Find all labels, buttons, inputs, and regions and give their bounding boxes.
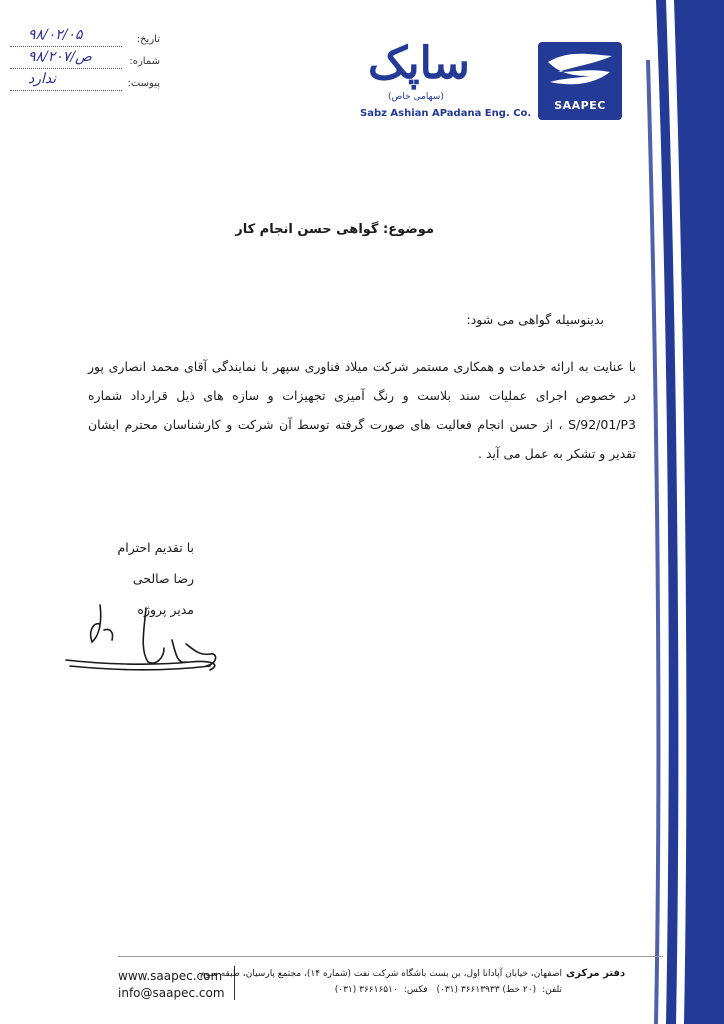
attachment-line xyxy=(10,90,122,91)
company-english-name: Sabz Ashian APadana Eng. Co. xyxy=(360,108,532,119)
handwritten-signature xyxy=(60,600,230,690)
letter-meta xyxy=(10,27,160,96)
closing-phrase: با تقدیم احترام xyxy=(117,540,194,555)
signer-title: مدیر پروژه xyxy=(137,602,194,617)
number-label: شماره: xyxy=(129,56,160,67)
signer-name: رضا صالحی xyxy=(132,571,194,586)
logo-emblem xyxy=(538,42,622,120)
company-logo xyxy=(360,38,630,128)
footer-address-block xyxy=(200,966,562,998)
date-value: ۹۸/۰۲/۰۵ xyxy=(28,27,83,43)
footer-divider xyxy=(118,956,663,957)
fax-label: فکس: xyxy=(403,985,428,995)
office-title: دفتر مرکزی xyxy=(566,968,626,979)
phone-label: تلفن: xyxy=(542,985,562,995)
attachment-label: پیوست: xyxy=(127,78,160,89)
fax-value: ۳۶۶۱۶۵۱۰ (۰۳۱) xyxy=(334,985,398,995)
letter-greeting: بدینوسیله گواهی می شود: xyxy=(466,312,604,327)
date-label: تاریخ: xyxy=(136,34,160,45)
attachment-value: ندارد xyxy=(28,71,57,87)
attachment-row xyxy=(10,71,160,96)
letter-body: با عنایت به ارائه خدمات و همکاری مستمر شرکت میلاد فناوری سپهر با نمایندگی آقای محمد انصاری پور در خصوص اجرای عملیات سند بلاست و رنگ آمیزی تجهیزات و سازه های ذیل قرارداد شماره S/92/01/P3 ، از حسن انجام فعالیت های صورت گرفته توسط آن شرکت و کارشناسان محترم ایشان تقدیر و تشکر به عمل می آید . xyxy=(88,359,636,461)
number-value: ۹۸/ص/۲۰۷ xyxy=(28,49,92,65)
website-link: www.saapec.com xyxy=(118,969,223,983)
phone-fax-row xyxy=(240,982,562,998)
phone-value: (۲۰ خط) ۳۶۶۱۳۹۳۳ (۰۳۱) xyxy=(436,985,537,995)
decorative-side-band xyxy=(644,0,724,1024)
logo-box-text: SAAPEC xyxy=(554,99,606,112)
date-line xyxy=(10,46,122,47)
number-line xyxy=(10,68,122,69)
letter-subject: موضوع: گواهی حسن انجام کار xyxy=(235,222,434,237)
email-link: info@saapec.com xyxy=(118,986,225,1000)
office-address: اصفهان، خیابان آپادانا اول، بن بست باشگاه شرکت نفت (شماره ۱۴)، مجتمع پارسیان، طبقه سوم xyxy=(200,969,562,979)
logo-subtitle: (سهامی خاص) xyxy=(388,92,444,102)
logo-wordmark: ساپک xyxy=(368,38,470,89)
